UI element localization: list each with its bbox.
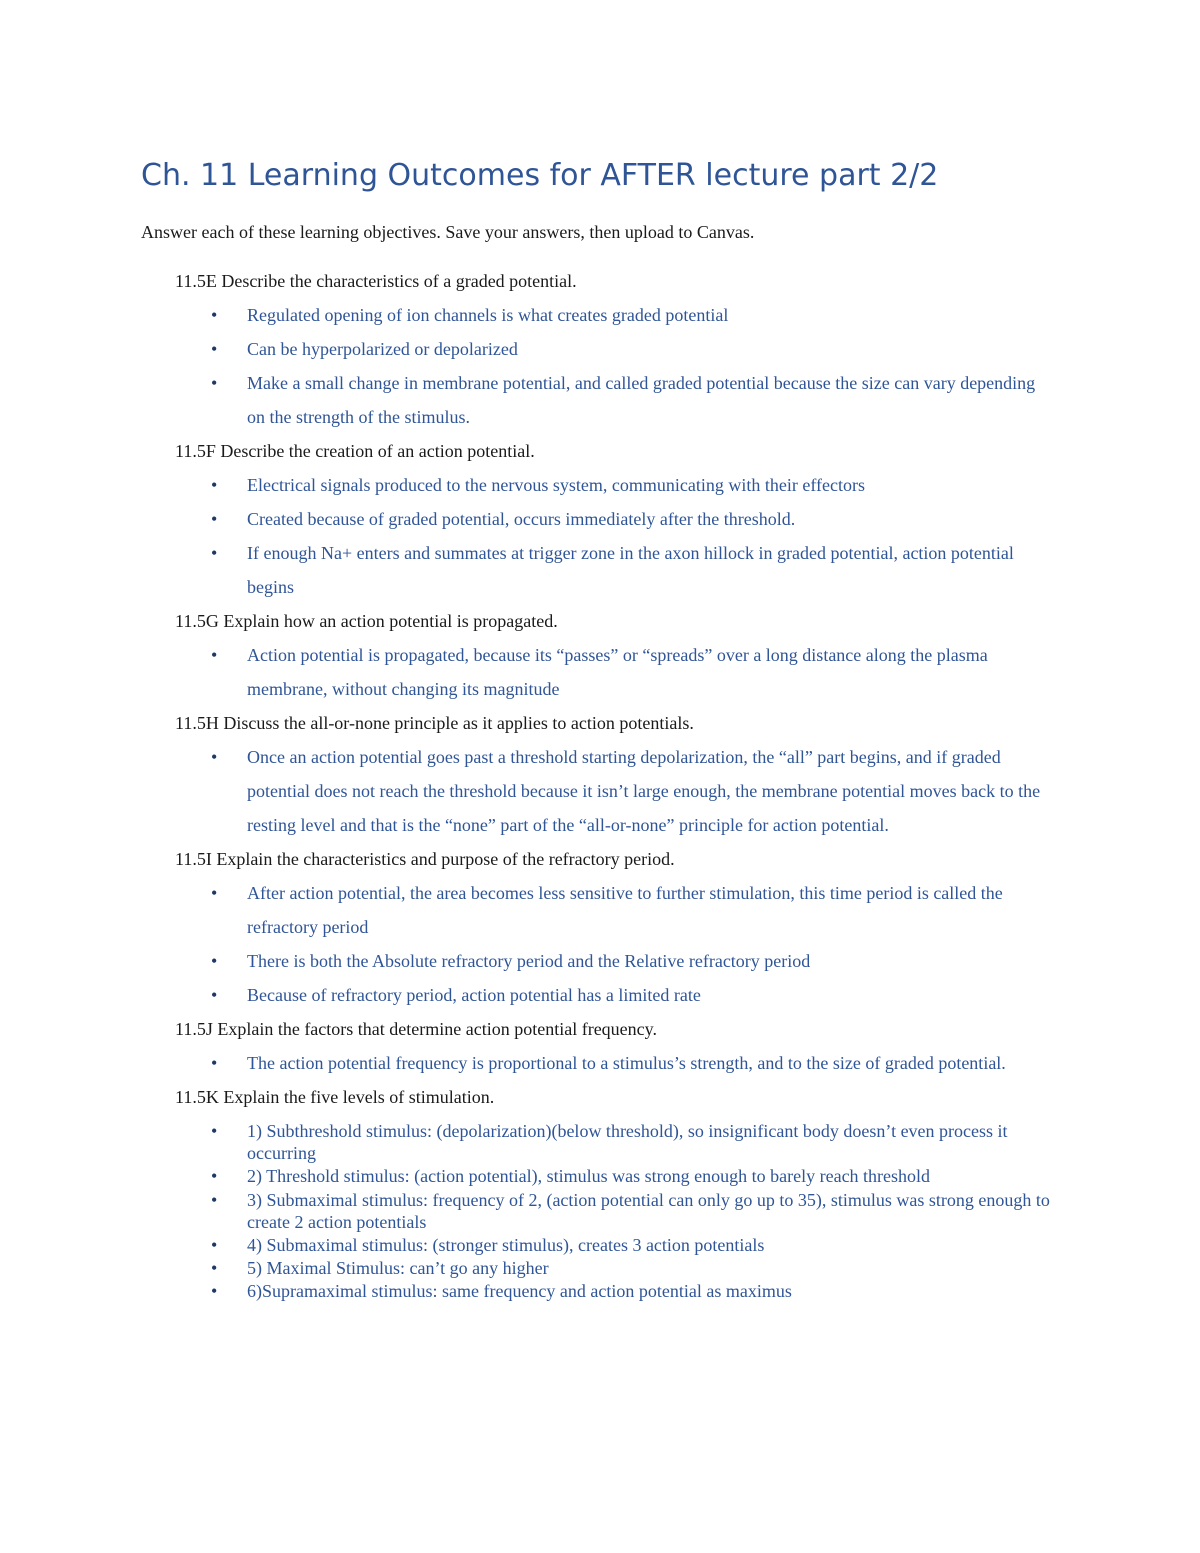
answer-list (0, 1120, 1200, 1302)
answer-list (0, 740, 1200, 842)
outcome-11-5k (0, 1080, 1200, 1302)
bullet-icon: • (211, 373, 218, 393)
learning-outcomes-list (0, 264, 1200, 1304)
answer-text: 1) Subthreshold stimulus: (depolarization)(below threshold), so insignificant body doesn’t even process it occurring (247, 1121, 1008, 1163)
answer-item (0, 876, 1057, 944)
answer-item (0, 638, 1057, 706)
bullet-icon: • (211, 509, 218, 529)
answer-item (0, 978, 1057, 1012)
bullet-icon: • (211, 1234, 218, 1255)
bullet-icon: • (211, 305, 218, 325)
bullet-icon: • (211, 1281, 218, 1302)
answer-text: Action potential is propagated, because its “passes” or “spreads” over a long distance along the plasma membrane, without changing its magnitude (247, 645, 988, 699)
answer-text: Once an action potential goes past a threshold starting depolarization, the “all” part begins, and if graded potential does not reach the threshold because it isn’t large enough, the membrane potential moves back to the resting level and that is the “none” part of the “all-or-none” principle for action potential. (247, 747, 1041, 835)
document-title: Ch. 11 Learning Outcomes for AFTER lecture part 2/2 (141, 158, 939, 193)
bullet-icon: • (211, 883, 218, 903)
answer-item (0, 1234, 1057, 1256)
instructions-text: Answer each of these learning objectives. Save your answers, then upload to Canvas. (141, 222, 755, 242)
answer-text: The action potential frequency is proportional to a stimulus’s strength, and to the size of graded potential. (247, 1053, 1006, 1073)
answer-text: Created because of graded potential, occurs immediately after the threshold. (247, 509, 796, 529)
answer-item (0, 1280, 1057, 1302)
answer-text: Because of refractory period, action potential has a limited rate (247, 985, 701, 1005)
bullet-icon: • (211, 1053, 218, 1073)
bullet-icon: • (211, 951, 218, 971)
outcome-heading: 11.5H Discuss the all-or-none principle as it applies to action potentials. (175, 713, 694, 733)
answer-list (0, 1046, 1200, 1080)
answer-item (0, 366, 1057, 434)
outcome-11-5i (0, 842, 1200, 1012)
answer-text: Make a small change in membrane potential, and called graded potential because the size can vary depending on the strength of the stimulus. (247, 373, 1036, 427)
bullet-icon: • (211, 1189, 218, 1210)
outcome-heading: 11.5I Explain the characteristics and purpose of the refractory period. (175, 849, 675, 869)
answer-item (0, 468, 1057, 502)
outcome-heading: 11.5J Explain the factors that determine action potential frequency. (175, 1019, 657, 1039)
answer-text: There is both the Absolute refractory period and the Relative refractory period (247, 951, 811, 971)
answer-list (0, 638, 1200, 706)
answer-item (0, 1257, 1057, 1279)
outcome-heading: 11.5G Explain how an action potential is propagated. (175, 611, 558, 631)
bullet-icon: • (211, 747, 218, 767)
answer-item (0, 944, 1057, 978)
bullet-icon: • (211, 645, 218, 665)
answer-text: If enough Na+ enters and summates at trigger zone in the axon hillock in graded potential, action potential begins (247, 543, 1014, 597)
answer-list (0, 876, 1200, 1012)
answer-item (0, 740, 1057, 842)
answer-item (0, 332, 1057, 366)
answer-item (0, 1046, 1057, 1080)
outcome-11-5h (0, 706, 1200, 842)
answer-text: Electrical signals produced to the nervous system, communicating with their effectors (247, 475, 865, 495)
outcome-11-5e (0, 264, 1200, 434)
answer-text: 3) Submaximal stimulus: frequency of 2, (action potential can only go up to 35), stimulus was strong enough to create 2 action potentials (247, 1189, 1050, 1232)
bullet-icon: • (211, 985, 218, 1005)
bullet-icon: • (211, 1121, 218, 1141)
outcome-11-5g (0, 604, 1200, 706)
answer-text: Regulated opening of ion channels is what creates graded potential (247, 305, 729, 325)
answer-item (0, 298, 1057, 332)
answer-item (0, 1165, 1057, 1187)
bullet-icon: • (211, 475, 218, 495)
answer-text: 5) Maximal Stimulus: can’t go any higher (247, 1258, 549, 1279)
bullet-icon: • (211, 1166, 218, 1187)
bullet-icon: • (211, 1258, 218, 1279)
answer-list (0, 298, 1200, 434)
answer-text: Can be hyperpolarized or depolarized (247, 339, 518, 359)
outcome-11-5f (0, 434, 1200, 604)
outcome-11-5j (0, 1012, 1200, 1080)
answer-text: 4) Submaximal stimulus: (stronger stimulus), creates 3 action potentials (247, 1234, 765, 1255)
outcome-heading: 11.5K Explain the five levels of stimulation. (175, 1087, 495, 1107)
answer-text: 6)Supramaximal stimulus: same frequency and action potential as maximus (247, 1281, 792, 1302)
bullet-icon: • (211, 543, 218, 563)
outcome-heading: 11.5F Describe the creation of an action potential. (175, 441, 535, 461)
answer-item (0, 1189, 1057, 1233)
bullet-icon: • (211, 339, 218, 359)
answer-text: After action potential, the area becomes less sensitive to further stimulation, this time period is called the refractory period (247, 883, 1003, 937)
answer-list (0, 468, 1200, 604)
answer-item (0, 1120, 1057, 1164)
answer-item (0, 536, 1057, 604)
outcome-heading: 11.5E Describe the characteristics of a graded potential. (175, 271, 577, 291)
answer-item (0, 502, 1057, 536)
answer-text: 2) Threshold stimulus: (action potential), stimulus was strong enough to barely reach threshold (247, 1166, 931, 1187)
